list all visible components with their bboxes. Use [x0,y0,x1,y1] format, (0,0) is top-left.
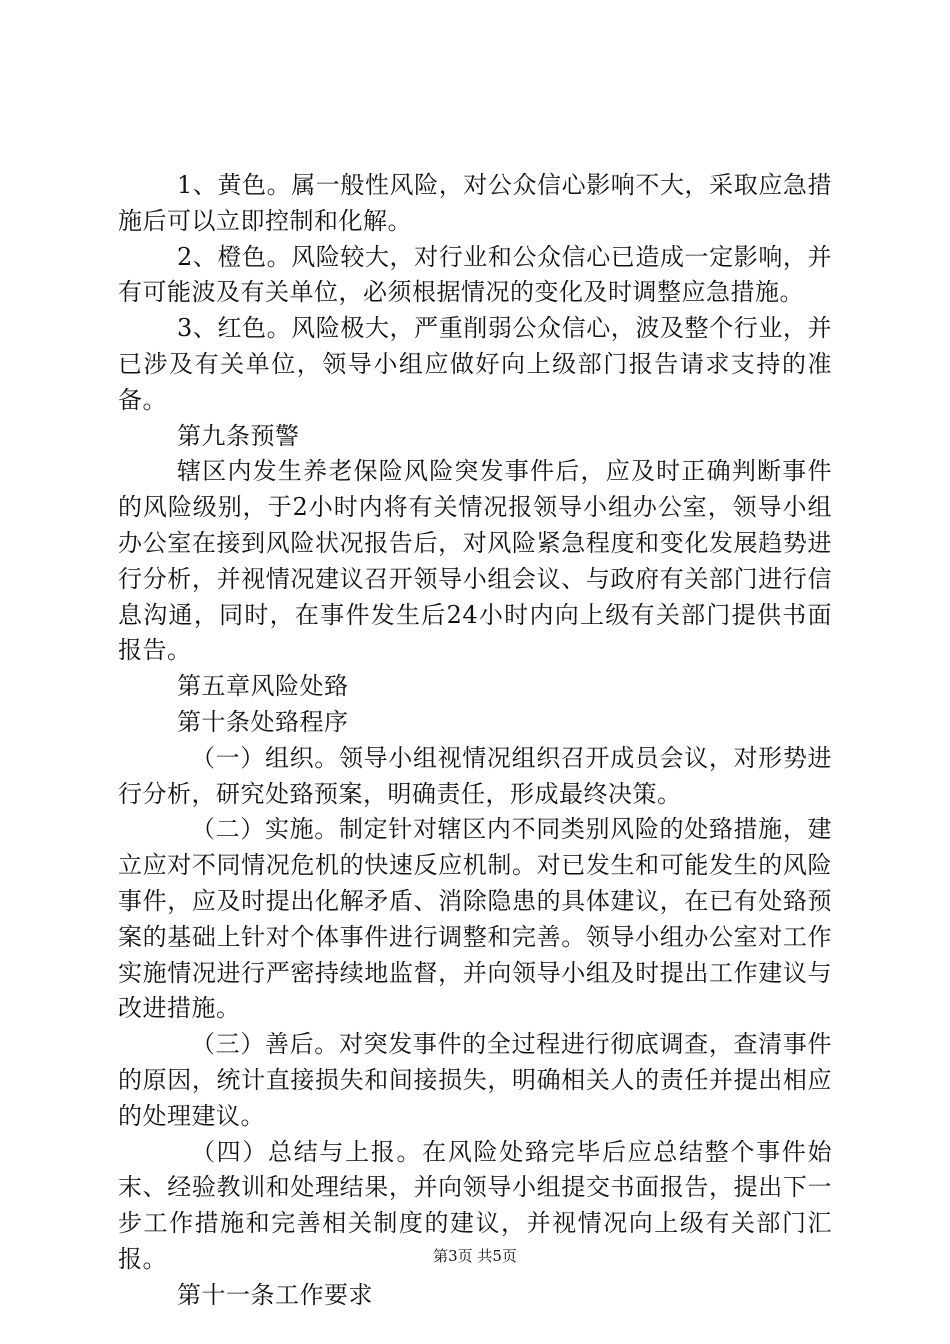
article-11-heading: 第十一条工作要求 [177,1280,373,1309]
paragraph-aftermath: （三）善后。对突发事件的全过程进行彻底调查，查清事件的原因，统计直接损失和间接损失，明确相关人的责任并提出相应的处理建议。 [118,1030,832,1130]
paragraph-implement: （二）实施。制定针对辖区内不同类别风险的处臵措施，建立应对不同情况危机的快速反应机制。对已发生和可能发生的风险事件，应及时提出化解矛盾、消除隐患的具体建议，在已有处臵预案的基础上针对个体事件进行调整和完善。领导小组办公室对工作实施情况进行严密持续地监督，并向领导小组及时提出工作建议与改进措施。 [118,815,832,1023]
paragraph-organize: （一）组织。领导小组视情况组织召开成员会议，对形势进行分析，研究处臵预案，明确责任，形成最终决策。 [118,743,832,808]
paragraph-summary-report: （四）总结与上报。在风险处臵完毕后应总结整个事件始末、经验教训和处理结果，并向领导小组提交书面报告，提出下一步工作措施和完善相关制度的建议，并视情况向上级有关部门汇报。 [118,1137,832,1273]
paragraph-orange-level: 2、橙色。风险较大，对行业和公众信心已造成一定影响，并有可能波及有关单位，必须根据情况的变化及时调整应急措施。 [118,242,832,307]
page-number-footer: 第3页 共5页 [433,1247,517,1265]
paragraph-red-level: 3、红色。风险极大，严重削弱公众信心，波及整个行业，并已涉及有关单位，领导小组应做好向上级部门报告请求支持的准备。 [118,314,832,414]
paragraph-yellow-level: 1、黄色。属一般性风险，对公众信心影响不大，采取应急措施后可以立即控制和化解。 [118,171,832,235]
chapter-5-heading: 第五章风险处臵 [177,672,349,701]
article-10-heading: 第十条处臵程序 [177,707,349,736]
article-9-heading: 第九条预警 [177,421,300,450]
document-body [118,168,832,1314]
paragraph-early-warning: 辖区内发生养老保险风险突发事件后，应及时正确判断事件的风险级别，于2小时内将有关情况报领导小组办公室，领导小组办公室在接到风险状况报告后，对风险紧急程度和变化发展趋势进行分析，并视情况建议召开领导小组会议、与政府有关部门进行信息沟通，同时，在事件发生后24小时内向上级有关部门提供书面报告。 [118,457,832,665]
